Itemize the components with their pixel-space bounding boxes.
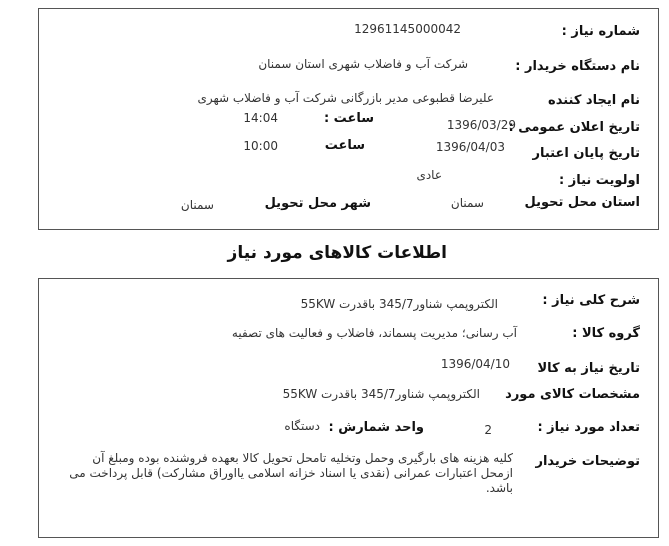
priority-label: اولویت نیاز : <box>558 173 640 188</box>
announce-time-label: ساعت : <box>323 111 374 126</box>
quantity-label: تعداد مورد نیاز : <box>537 420 640 435</box>
creator-label: نام ایجاد کننده <box>548 93 640 108</box>
delivery-province-label: استان محل تحویل <box>524 195 640 210</box>
buyer-notes-label: توضیحات خریدار <box>535 454 640 469</box>
spec-value: الکتروپمپ شناور345/7 باقدرت 55KW <box>282 387 480 401</box>
delivery-province-value: سمنان <box>450 196 484 210</box>
need-number-value: 12961145000042 <box>354 22 461 36</box>
unit-label: واحد شمارش : <box>328 420 424 435</box>
quantity-value: 2 <box>484 423 492 437</box>
section-title: اطلاعات کالاهای مورد نیاز <box>227 243 447 263</box>
delivery-city-value: سمنان <box>180 198 214 212</box>
delivery-city-label: شهر محل تحویل <box>264 196 371 211</box>
announce-time-value: 14:04 <box>243 111 278 125</box>
buyer-label: نام دستگاه خریدار : <box>515 59 640 74</box>
announce-date-label: تاریخ اعلان عمومی : <box>508 120 640 135</box>
buyer-value: شرکت آب و فاضلاب شهری استان سمنان <box>258 57 468 71</box>
goods-info-panel <box>38 278 659 538</box>
need-number-label: شماره نیاز : <box>561 24 640 39</box>
deadline-time-label: ساعت <box>324 138 365 153</box>
deadline-time-value: 10:00 <box>243 139 278 153</box>
goods-group-label: گروه کالا : <box>572 326 640 341</box>
goods-group-value: آب رسانی؛ مدیریت پسماند، فاضلاب و فعالیت های تصفیه <box>231 326 517 340</box>
buyer-notes-value: کلیه هزینه های بارگیری وحمل وتخلیه تامحل تحویل کالا بعهده فروشنده بوده ومبلغ آن ازمحل اعتبارات عمرانی (نقدی یا اسناد خزانه اسلامی یااوراق مشارکت) قابل پرداخت می باشد. <box>69 451 513 495</box>
need-date-value: 1396/04/10 <box>440 357 510 371</box>
creator-value: علیرضا قطبوعی مدیر بازرگانی شرکت آب و فاضلاب شهری <box>197 91 494 105</box>
summary-value: الکتروپمپ شناور345/7 باقدرت 55KW <box>300 297 498 311</box>
summary-label: شرح کلی نیاز : <box>542 293 640 308</box>
spec-label: مشخصات کالای مورد <box>505 387 640 402</box>
need-date-label: تاریخ نیاز به کالا <box>537 361 640 376</box>
announce-date-value: 1396/03/29 <box>446 118 516 132</box>
priority-value: عادی <box>416 168 442 182</box>
unit-value: دستگاه <box>284 419 320 433</box>
deadline-label: تاریخ پایان اعتبار <box>532 146 640 161</box>
request-info-panel <box>38 8 659 230</box>
deadline-date-value: 1396/04/03 <box>435 140 505 154</box>
